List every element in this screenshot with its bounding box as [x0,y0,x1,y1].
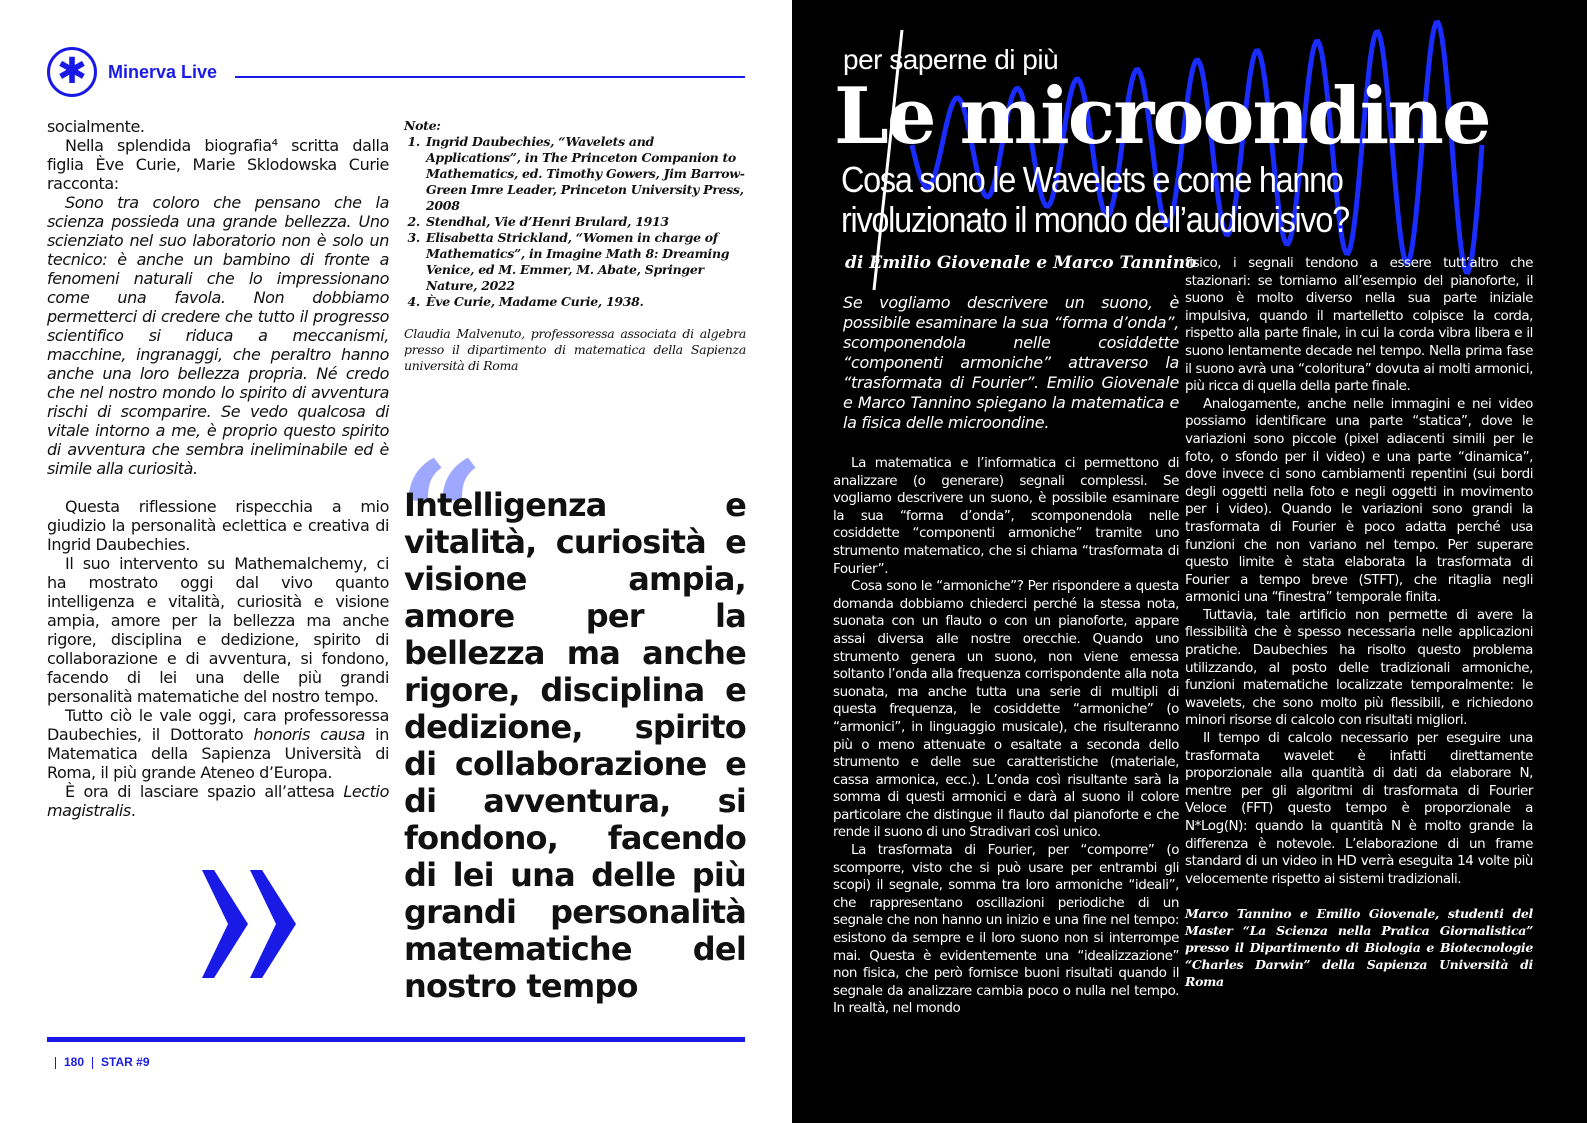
close-quote-mark-icon [200,868,300,980]
page-footer [47,1055,150,1069]
section-brand: Minerva Live [108,62,218,82]
paragraph: Nella splendida biografia⁴ scritta dalla figlia Ève Curie, Marie Sklodowska Curie racconta: [47,136,389,193]
paragraph: Il suo intervento su Mathemalchemy, ci ha mostrato oggi dal vivo quanto intelligenza e vitalità, curiosità e visione ampia, amore per la bellezza ma anche rigore, disciplina e dedizione, spirito di collaborazione e di avventura, si fondono, facendo di lei una delle più grandi personalità matematiche del nostro tempo. [47,554,389,706]
left-article-column [47,117,389,820]
curie-quote: Sono tra coloro che pensano che la scienza possieda una grande bellezza. Uno scienziato nel suo laboratorio non è solo un tecnico: è anche un bambino di fronte a fenomeni naturali che lo impressionano come una favola. Non dobbiamo permetterci di credere che tutto il progresso scientifico si riduca a meccanismi, macchine, ingranaggi, che peraltro hanno anche una loro bellezza propria. Né credo che nel nostro mondo lo spirito di avventura rischi di scomparire. Se vedo qualcosa di vitale intorno a me, è proprio questo spirito di avventura che sembra ineliminabile ed è simile alla curiosità. [47,193,389,478]
paragraph: Tuttavia, tale artificio non permette di avere la flessibilità che è spesso necessaria nelle applicazioni pratiche. Daubechies ha risolto questo problema utilizzando, al posto delle tradizionali armoniche, funzioni matematiche localizzate temporalmente: le wavelets, che sono molto più flessibili, e richiedono minori risorse di calcolo con risultati migliori. [1185,606,1533,729]
left-page [0,0,792,1123]
paragraph: Cosa sono le “armoniche”? Per rispondere a questa domanda dobbiamo chiederci perché la stessa nota, suonata con un flauto o con un pianoforte, appare assai diversa alle nostre orecchie. Quando uno strumento genera un suono, non viene emessa soltanto l’onda alla frequenza corrispondente alla nota suonata, ma anche tutta una serie di multipli di questa frequenza, le cosiddette “armoniche” (o “armonici”, in linguaggio musicale), che risulteranno più o meno attenuate o esaltate a seconda dello strumento e delle sue caratteristiche (materiale, cassa armonica, ecc.). L’onda così risultante sarà la somma di questi armonici e darà al suono il colore particolare che distingue il flauto dal pianoforte e che rende il suono di uno Stradivari così unico. [833,578,1179,841]
footer-rule [47,1037,745,1042]
paragraph: La matematica e l’informatica ci permettono di analizzare (o generare) segnali complessi. Se vogliamo descrivere un suono, è possibile esaminare la sua “forma d’onda”, scomponendola nelle cosiddette “componenti armoniche” tramite uno strumento matematico, che si chiama “trasformata di Fourier”. [833,455,1179,577]
asterisk-logo-icon: ✱ [47,47,97,97]
paragraph: Analogamente, anche nelle immagini e nei video possiamo identificare una parte “statica”, dove le variazioni sono piccole (pixel adiacenti simili per le foto, o sfondo per il video) e una parte “dinamica”, dove invece ci sono cambiamenti repentini (sui bordi degli oggetti nella foto e negli oggetti in movimento per i video). Quando le variazioni sono grandi la trasformata di Fourier è poco adatta perché usa funzioni che non variano nel tempo. Per superare questo limite è stata elaborata la trasformata di Fourier a tempo breve (STFT), che ritaglia negli armonici una “finestra” temporale finita. [1185,395,1533,606]
footnotes [404,118,746,387]
article-subtitle: Cosa sono le Wavelets e come hanno rivoluzionato il mondo dell’audiovisivo? [841,159,1349,240]
notes-list [404,134,746,310]
paragraph: Questa riflessione rispecchia a mio giudizio la personalità eclettica e creativa di Ingrid Daubechies. [47,497,389,554]
byline: di Emilio Giovenale e Marco Tannino [845,253,1197,273]
paragraph: socialmente. [47,117,145,136]
note-item: 4. Ève Curie, Madame Curie, 1938. [424,294,746,310]
author-note: Claudia Malvenuto, professoressa associata di algebra presso il dipartimento di matematica della Sapienza università di Roma [404,326,746,373]
right-page [792,0,1587,1123]
kicker: per saperne di più [843,44,1059,75]
header-rule [235,76,745,78]
note-item: 1. Ingrid Daubechies, “Wavelets and Applications”, in The Princeton Companion to Mathematics, ed. Timothy Gowers, Jim Barrow-Green Imre Leader, Princeton University Press, 2008 [424,134,746,214]
article-title: Le microondine [834,71,1490,162]
note-item: 3. Elisabetta Strickland, “Women in charge of Mathematics”, in Imagine Math 8: Dreaming Venice, ed M. Emmer, M. Abate, Springer Nature, 2022 [424,230,746,294]
notes-label: Note: [404,118,441,133]
issue-label: STAR #9 [101,1055,150,1069]
paragraph: È ora di lasciare spazio all’attesa Lectio magistralis. [47,782,389,820]
article-column-2 [1185,255,1533,990]
article-column-1 [833,455,1179,1018]
paragraph: fisico, i segnali tendono a essere tutt’altro che stazionari: se torniamo all’esempio del pianoforte, il suono è molto diverso nella sua parte iniziale impulsiva, quando il martelletto colpisce la corda, rispetto alla parte finale, in cui la corda vibra libera e il suono lentamente decade nel tempo. Nella prima fase il suono avrà una “coloritura” dovuta ai molti armonici, più ricca di quella della parte finale. [1185,255,1533,395]
page-number: 180 [64,1055,85,1069]
pull-quote: Intelligenza e vitalità, curiosità e visione ampia, amore per la bellezza ma anche rigore, disciplina e dedizione, spirito di collaborazione e di avventura, si fondono, facendo di lei una delle più grandi personalità matematiche del nostro tempo [404,486,746,1005]
note-item: 2. Stendhal, Vie d’Henri Brulard, 1913 [424,214,746,230]
paragraph: Tutto ciò le vale oggi, cara professoressa Daubechies, il Dottorato honoris causa in Matematica della Sapienza Università di Roma, il più grande Ateneo d’Europa. [47,706,389,782]
paragraph: La trasformata di Fourier, per “comporre” (o scomporre, visto che si può usare per entrambi gli scopi) il segnale, somma tra loro armoniche “ideali”, che rappresentano oscillazioni periodiche di un segnale che non hanno un inizio e una fine nel tempo: esistono da sempre e il loro suono non si interrompe mai. Questa è evidentemente una “idealizzazione” non fisica, che però fornisce buoni risultati quando il segnale da analizzare cambia poco o nulla nel tempo. In realtà, nel mondo [833,842,1179,1017]
paragraph: Il tempo di calcolo necessario per eseguire una trasformata wavelet è infatti direttamente proporzionale alla quantità di dati da elaborare N, mentre per gli algoritmi di trasformata di Fourier Veloce (FFT) questo tempo è proporzionale a N*Log(N): quando la quantità N è molto grande la differenza è notevole. L’elaborazione di un frame standard di un video in HD verrà eseguita 14 volte più velocemente rispetto ai sistemi tradizionali. [1185,730,1533,887]
author-credit: Marco Tannino e Emilio Giovenale, studenti del Master “La Scienza nella Pratica Giornalistica” presso il Dipartimento di Biologia e Biotecnologie “Charles Darwin” della Sapienza Università di Roma [1185,906,1533,990]
lead-paragraph: Se vogliamo descrivere un suono, è possibile esaminare la sua “forma d’onda”, scomponendola nelle cosiddette “componenti armoniche” attraverso la “trasformata di Fourier”. Emilio Giovenale e Marco Tannino spiegano la matematica e la fisica delle microondine. [843,293,1179,432]
open-quote-mark-icon: “ [398,429,485,605]
